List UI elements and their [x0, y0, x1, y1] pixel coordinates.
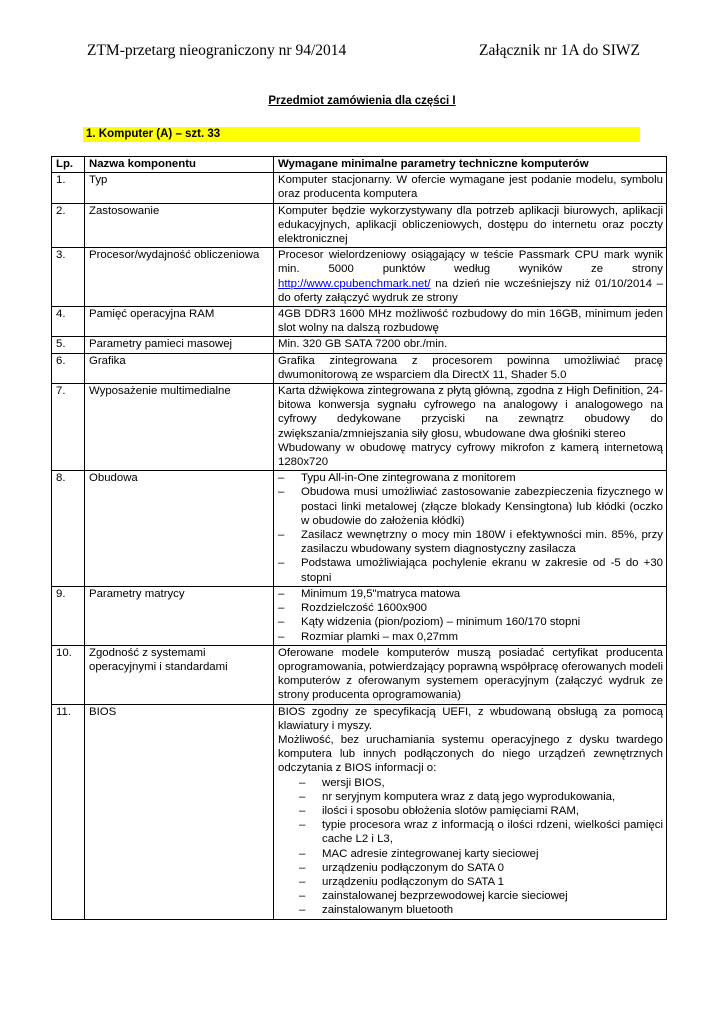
table-row: [52, 173, 667, 203]
benchmark-link[interactable]: http://www.cpubenchmark.net/: [278, 277, 431, 290]
component-name: Procesor/wydajność obliczeniowa: [85, 248, 274, 307]
list-item: – typie procesora wraz z informacją o ilości rdzeni, wielkości pamięci cache L2 i L3,: [278, 818, 663, 846]
requirement-text: Oferowane modele komputerów muszą posiadać certyfikat producenta oprogramowania, potwierdzający poprawną współpracę oferowanych modeli komputerów z oferowanym systemem operacyjnym (załączyć wydruk ze strony producenta oprogramowania): [278, 646, 663, 702]
list-item: – wersji BIOS,: [278, 776, 663, 790]
row-number: 2.: [52, 203, 85, 248]
list-item: – Obudowa musi umożliwiać zastosowanie zabezpieczenia fizycznego w postaci linki metalowej (złącze blokady Kensingtona) lub kłódki (oczko w obudowie do założenia kłódki): [278, 485, 663, 528]
list-item: – Rozmiar plamki – max 0,27mm: [278, 630, 663, 644]
list-item: – urządzeniu podłączonym do SATA 1: [278, 875, 663, 889]
component-name: Pamięć operacyjna RAM: [85, 307, 274, 337]
table-row: [52, 586, 667, 645]
requirement-cell: [274, 645, 667, 704]
requirement-text: Komputer stacjonarny. W ofercie wymagane jest podanie modelu, symbolu oraz producenta komputera: [278, 174, 663, 201]
component-name: Parametry pamieci masowej: [85, 337, 274, 353]
component-name: Parametry matrycy: [85, 586, 274, 645]
table-row: [52, 471, 667, 587]
list-item: – zainstalowanym bluetooth: [278, 903, 663, 917]
row-number: 7.: [52, 384, 85, 471]
row-number: 9.: [52, 586, 85, 645]
requirement-cell: [274, 203, 667, 248]
list-item: – urządzeniu podłączonym do SATA 0: [278, 861, 663, 875]
component-name: Obudowa: [85, 471, 274, 587]
row-number: 4.: [52, 307, 85, 337]
requirement-cell: [274, 704, 667, 919]
requirement-text: Grafika zintegrowana z procesorem powinna umożliwiać pracę dwumonitorową ze wsparciem dla DirectX 11, Shader 5.0: [278, 354, 663, 381]
table-row: [52, 337, 667, 353]
list-item: – zainstalowanej bezprzewodowej karcie sieciowej: [278, 889, 663, 903]
requirement-cell: [274, 586, 667, 645]
table-row: [52, 645, 667, 704]
col-header-requirements: Wymagane minimalne parametry techniczne komputerów: [274, 157, 667, 173]
subject-title: Przedmiot zamówienia dla części I: [268, 95, 456, 107]
col-header-component: Nazwa komponentu: [85, 157, 274, 173]
row-number: 6.: [52, 353, 85, 383]
component-name: Wyposażenie multimedialne: [85, 384, 274, 471]
requirement-cell: [274, 248, 667, 307]
requirement-list: [278, 471, 663, 585]
requirement-list: [278, 587, 663, 644]
table-row: [52, 203, 667, 248]
header-attachment-label: Załącznik nr 1A do SIWZ: [479, 42, 640, 59]
row-number: 11.: [52, 704, 85, 919]
requirement-cell: [274, 173, 667, 203]
requirement-cell: [274, 471, 667, 587]
component-name: Zastosowanie: [85, 203, 274, 248]
list-item: – Rozdzielczość 1600x900: [278, 601, 663, 615]
table-row: [52, 353, 667, 383]
page-header: [87, 42, 640, 62]
list-item: – Zasilacz wewnętrzny o mocy min 180W i efektywności min. 85%, przy zasilaczu wbudowany system diagnostyczny zasilacza: [278, 528, 663, 556]
list-item: – Typu All-in-One zintegrowana z monitorem: [278, 471, 663, 485]
table-header-row: [52, 157, 667, 173]
requirement-cell: [274, 337, 667, 353]
requirement-text: 4GB DDR3 1600 MHz możliwość rozbudowy do min 16GB, minimum jeden slot wolny na dalszą rozbudowę: [278, 308, 663, 335]
row-number: 3.: [52, 248, 85, 307]
requirement-text: Karta dźwiękowa zintegrowana z płytą główną, zgodna z High Definition, 24-bitowa konwersja sygnału cyfrowego na analogowy i analogowego na cyfrowy dedykowane przyciski na zewnątrz obudowy do zwiększania/zmniejszania siły głosu, wbudowane dwa głośniki stereo: [278, 385, 663, 440]
header-tender-number: ZTM-przetarg nieograniczony nr 94/2014: [87, 42, 347, 59]
list-item: – Podstawa umożliwiająca pochylenie ekranu w zakresie od -5 do +30 stopni: [278, 556, 663, 584]
list-item: – MAC adresie zintegrowanej karty sieciowej: [278, 847, 663, 861]
row-number: 10.: [52, 645, 85, 704]
requirement-text: na dzień nie wcześniejszy niż 01/10/2014 – do oferty załączyć wydruk ze strony: [278, 277, 663, 304]
component-name: Grafika: [85, 353, 274, 383]
component-name: BIOS: [85, 704, 274, 919]
col-header-lp: Lp.: [52, 157, 85, 173]
list-item: – ilości i sposobu obłożenia slotów pamięciami RAM,: [278, 804, 663, 818]
component-name: Typ: [85, 173, 274, 203]
list-item: – Minimum 19,5"matryca matowa: [278, 587, 663, 601]
requirement-cell: [274, 353, 667, 383]
requirement-text: Komputer będzie wykorzystywany dla potrzeb aplikacji biurowych, aplikacji edukacyjnych, aplikacji obliczeniowych, dostępu do internetu oraz poczty elektronicznej: [278, 204, 663, 246]
list-item: – nr seryjnym komputera wraz z datą jego wyprodukowania,: [278, 790, 663, 804]
row-number: 8.: [52, 471, 85, 587]
table-row: [52, 307, 667, 337]
requirement-list: [278, 776, 663, 918]
requirement-text: Procesor wielordzeniowy osiągający w teście Passmark CPU mark wynik min. 5000 punktów według wyników ze strony: [278, 249, 663, 276]
component-name: Zgodność z systemami operacyjnymi i standardami: [85, 645, 274, 704]
requirement-text: Możliwość, bez uruchamiania systemu operacyjnego z dysku twardego komputera lub innych podłączonych do niego urządzeń zewnętrznych odczytania z BIOS informacji o:: [278, 733, 663, 775]
row-number: 5.: [52, 337, 85, 353]
spec-table: [51, 156, 667, 920]
requirement-text: Min. 320 GB SATA 7200 obr./min.: [278, 338, 448, 351]
requirement-cell: [274, 307, 667, 337]
requirement-text: BIOS zgodny ze specyfikacją UEFI, z wbudowaną obsługą za pomocą klawiatury i myszy.: [278, 705, 663, 732]
requirement-cell: [274, 384, 667, 471]
row-number: 1.: [52, 173, 85, 203]
section-title: 1. Komputer (A) – szt. 33: [83, 127, 640, 142]
requirement-text: Wbudowany w obudowę matrycy cyfrowy mikrofon z kamerą internetową 1280x720: [278, 441, 663, 469]
table-row: [52, 384, 667, 471]
table-row: [52, 248, 667, 307]
table-row: [52, 704, 667, 919]
list-item: – Kąty widzenia (pion/poziom) – minimum 160/170 stopni: [278, 615, 663, 629]
